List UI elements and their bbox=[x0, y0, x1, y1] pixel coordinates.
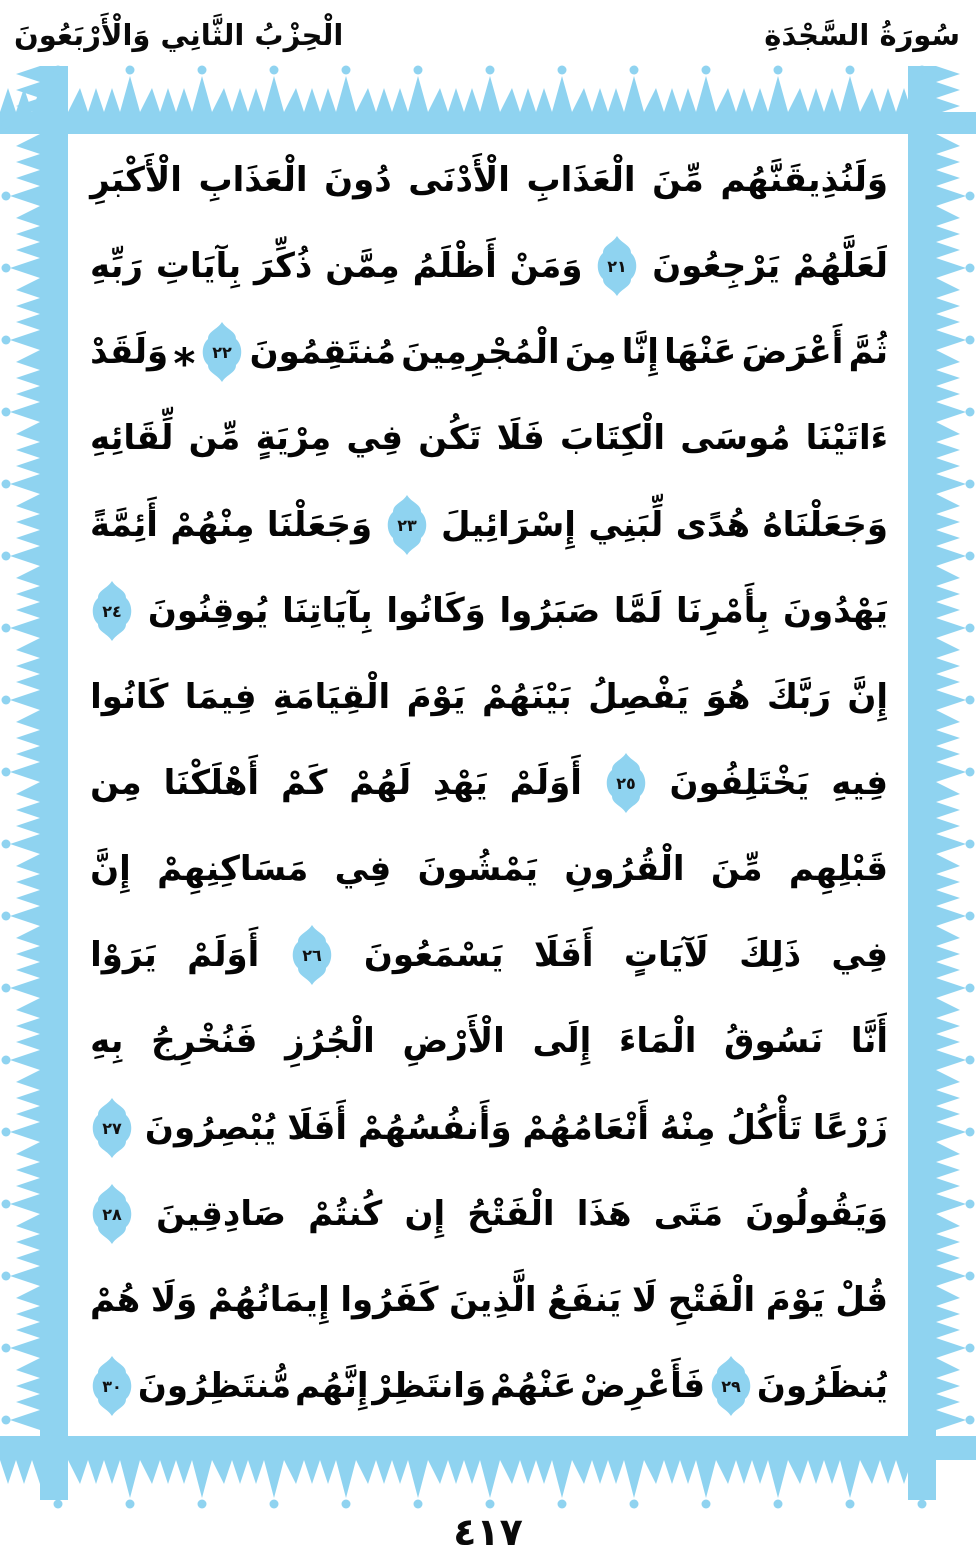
quran-word: تَكُن bbox=[418, 418, 482, 459]
quran-line bbox=[90, 310, 888, 394]
quran-word: فِي bbox=[346, 418, 404, 459]
quran-word: نَسُوقُ bbox=[724, 1021, 824, 1062]
quran-word: الْعَذَابِ bbox=[198, 160, 308, 200]
quran-word: وَجَعَلْنَاهُ bbox=[762, 504, 888, 545]
quran-word: يُوقِنُونَ bbox=[147, 590, 269, 631]
quran-word: إِن bbox=[404, 1193, 446, 1234]
quran-word: أَنَّا bbox=[850, 1021, 888, 1062]
quran-word: فِي bbox=[831, 935, 888, 976]
quran-word: الْأَدْنَى bbox=[408, 160, 510, 200]
quran-word: الْقِيَامَةِ bbox=[272, 676, 391, 717]
ayah-medallion-icon bbox=[90, 1183, 134, 1245]
header-surah-title: سُورَةُ السَّجْدَةِ bbox=[764, 18, 960, 52]
quran-word: تَأْكُلُ bbox=[726, 1107, 802, 1148]
quran-line bbox=[90, 913, 888, 997]
quran-word: إِنَّ bbox=[90, 849, 131, 890]
ayah-number: ٢٤ bbox=[102, 601, 122, 621]
quran-word: وَلَنُذِيقَنَّهُم bbox=[720, 160, 888, 200]
ayah-medallion-icon bbox=[604, 752, 648, 814]
quran-word: مِرْيَةٍ bbox=[255, 418, 332, 459]
quran-line bbox=[90, 655, 888, 739]
quran-word: وَأَنفُسُهُمْ bbox=[357, 1107, 512, 1148]
ayah-number: ٢٣ bbox=[396, 515, 417, 535]
quran-word: فِيهِ bbox=[831, 762, 888, 803]
quran-word: بِآيَاتِنَا bbox=[282, 590, 373, 631]
ayah-end-marker bbox=[90, 1355, 134, 1417]
quran-word: ذَلِكَ bbox=[739, 935, 802, 976]
quran-word: أَفَلَا bbox=[287, 1107, 347, 1148]
page-number: ٤١٧ bbox=[453, 1510, 523, 1554]
quran-word: إِيمَانُهُمْ bbox=[207, 1279, 330, 1320]
quran-word: إِسْرَائِيلَ bbox=[441, 504, 576, 545]
quran-word: يَوْمَ bbox=[765, 1279, 825, 1320]
quran-word: بِأَمْرِنَا bbox=[675, 590, 770, 631]
ayah-end-marker bbox=[385, 494, 429, 556]
quran-word: لِّبَنِي bbox=[588, 504, 664, 545]
quran-word: رَبَّكَ bbox=[766, 676, 831, 717]
quran-word: وَجَعَلْنَا bbox=[266, 504, 373, 545]
quran-word: يَمْشُونَ bbox=[417, 849, 539, 890]
quran-word: مَسَاكِنِهِمْ bbox=[157, 849, 309, 890]
quran-word: مِّنَ bbox=[710, 849, 763, 890]
quran-word: لَهُمْ bbox=[349, 762, 412, 803]
ayah-number: ٣٠ bbox=[102, 1376, 122, 1396]
ayah-medallion-icon bbox=[385, 494, 429, 556]
quran-word: مُوسَى bbox=[680, 418, 791, 459]
quran-line bbox=[90, 396, 888, 480]
quran-word: فَلَا bbox=[496, 418, 545, 459]
quran-line bbox=[90, 138, 888, 222]
ayah-medallion-icon bbox=[200, 321, 244, 383]
quran-line bbox=[90, 827, 888, 911]
ayah-medallion-icon bbox=[709, 1355, 753, 1417]
quran-word: عَنْهُمْ bbox=[489, 1365, 577, 1406]
quran-word: أَوَلَمْ bbox=[187, 935, 260, 976]
quran-word: الْجُرُزِ bbox=[285, 1021, 375, 1062]
quran-word: لَا bbox=[632, 1279, 658, 1320]
ayah-number: ٢٥ bbox=[615, 773, 636, 793]
quran-word: الْمَاءَ bbox=[618, 1021, 697, 1062]
quran-line bbox=[90, 1344, 888, 1428]
quran-word: يَرْجِعُونَ bbox=[652, 246, 781, 287]
quran-word: أَفَلَا bbox=[533, 935, 594, 976]
quran-word: يَهْدِ bbox=[432, 762, 488, 803]
quran-word: زَرْعًا bbox=[812, 1107, 888, 1148]
quran-word: هُوَ bbox=[705, 676, 751, 717]
quran-word: مِّنَ bbox=[652, 160, 704, 200]
quran-word: يَسْمَعُونَ bbox=[363, 935, 504, 976]
quran-word: هُدًى bbox=[675, 504, 751, 545]
quran-word: يَوْمَ bbox=[406, 676, 466, 717]
ayah-end-marker bbox=[90, 1183, 134, 1245]
quran-word: فِي bbox=[334, 849, 392, 890]
ayah-medallion-icon bbox=[90, 1355, 134, 1417]
quran-line bbox=[90, 224, 888, 308]
quran-word: بِآيَاتِ bbox=[155, 246, 242, 287]
quran-word: هَذَا bbox=[576, 1193, 632, 1234]
ayah-end-marker bbox=[290, 924, 334, 986]
quran-word: وَلَقَدْ bbox=[90, 332, 169, 373]
quran-word: فِيمَا bbox=[184, 676, 257, 717]
quran-word: إِنَّهُم bbox=[295, 1365, 369, 1406]
quran-word: دُونَ bbox=[324, 160, 392, 200]
quran-word: أَنْعَامُهُمْ bbox=[522, 1107, 650, 1148]
ayah-number: ٢١ bbox=[607, 257, 628, 277]
ayah-end-marker bbox=[709, 1355, 753, 1417]
quran-word: فَأَعْرِضْ bbox=[580, 1365, 706, 1406]
quran-word: الْأَرْضِ bbox=[402, 1021, 505, 1062]
quran-word: قُلْ bbox=[835, 1279, 888, 1320]
quran-word: يُنظَرُونَ bbox=[756, 1365, 888, 1406]
quran-word: كُنتُمْ bbox=[308, 1193, 383, 1234]
quran-word: مِنْهُ bbox=[659, 1107, 716, 1148]
quran-word: مِنَ bbox=[564, 332, 617, 373]
ayah-medallion-icon bbox=[290, 924, 334, 986]
quran-word: الْكِتَابَ bbox=[559, 418, 665, 459]
ayah-number: ٢٦ bbox=[301, 946, 322, 966]
quran-word: وَلَا bbox=[150, 1279, 198, 1320]
quran-word: فَنُخْرِجُ bbox=[151, 1021, 258, 1062]
quran-word: رَبِّهِ bbox=[90, 246, 144, 287]
quran-line bbox=[90, 1172, 888, 1256]
quran-word: يَفْصِلُ bbox=[588, 676, 690, 717]
quran-word: وَكَانُوا bbox=[386, 590, 486, 631]
quran-word: إِنَّ bbox=[847, 676, 888, 717]
ayah-number: ٢٧ bbox=[102, 1118, 122, 1138]
quran-word: مَتَى bbox=[653, 1193, 724, 1234]
quran-word: لَمَّا bbox=[613, 590, 663, 631]
quran-word: عَنْهَا bbox=[664, 332, 737, 373]
quran-word: يَنفَعُ bbox=[547, 1279, 622, 1320]
quran-word: صَبَرُوا bbox=[499, 590, 601, 631]
quran-word: هُمْ bbox=[90, 1279, 141, 1320]
quran-line bbox=[90, 741, 888, 825]
quran-word: مُنتَقِمُونَ bbox=[249, 332, 397, 373]
hizb-star-icon: * bbox=[173, 339, 196, 389]
quran-word: الْفَتْحِ bbox=[667, 1279, 756, 1320]
ayah-number: ٢٩ bbox=[721, 1376, 741, 1396]
ayah-end-marker bbox=[595, 235, 639, 297]
quran-word: كَفَرُوا bbox=[340, 1279, 439, 1320]
ayah-end-marker bbox=[90, 580, 134, 642]
ayah-end-marker bbox=[90, 1097, 134, 1159]
quran-word: الْقُرُونِ bbox=[564, 849, 685, 890]
quran-word: مِنْهُمْ bbox=[170, 504, 255, 545]
quran-line bbox=[90, 999, 888, 1083]
quran-text-area bbox=[90, 138, 888, 1428]
quran-line bbox=[90, 483, 888, 567]
quran-word: لِّقَائِهِ bbox=[90, 418, 174, 459]
quran-line bbox=[90, 1258, 888, 1342]
quran-word: مِن bbox=[90, 762, 142, 803]
quran-word: ءَاتَيْنَا bbox=[805, 418, 888, 459]
quran-word: الْأَكْبَرِ bbox=[90, 160, 182, 200]
ayah-end-marker bbox=[604, 752, 648, 814]
quran-word: يَخْتَلِفُونَ bbox=[669, 762, 810, 803]
quran-word: صَادِقِينَ bbox=[156, 1193, 286, 1234]
quran-word: الْفَتْحُ bbox=[467, 1193, 555, 1234]
ayah-number: ٢٢ bbox=[212, 343, 233, 363]
quran-word: لَعَلَّهُمْ bbox=[793, 246, 888, 287]
ayah-number: ٢٨ bbox=[102, 1204, 122, 1224]
quran-word: كَمْ bbox=[280, 762, 328, 803]
header-hizb-title: الْحِزْبُ الثَّانِي وَالْأَرْبَعُونَ bbox=[14, 18, 344, 52]
ayah-medallion-icon bbox=[595, 235, 639, 297]
quran-line bbox=[90, 569, 888, 653]
quran-word: مِّن bbox=[188, 418, 241, 459]
ayah-end-marker bbox=[200, 321, 244, 383]
ayah-medallion-icon bbox=[90, 1097, 134, 1159]
quran-word: ذُكِّرَ bbox=[254, 246, 313, 287]
quran-word: يُبْصِرُونَ bbox=[144, 1107, 277, 1148]
quran-word: يَهْدُونَ bbox=[782, 590, 888, 631]
quran-word: أَظْلَمُ bbox=[412, 246, 497, 287]
quran-word: مِمَّن bbox=[325, 246, 400, 287]
quran-word: بِهِ bbox=[90, 1021, 124, 1062]
quran-word: أَئِمَّةً bbox=[90, 504, 158, 545]
quran-word: يَرَوْا bbox=[90, 935, 157, 976]
quran-word: ثُمَّ bbox=[848, 332, 888, 373]
ayah-medallion-icon bbox=[90, 580, 134, 642]
quran-word: الَّذِينَ bbox=[449, 1279, 537, 1320]
quran-word: أَهْلَكْنَا bbox=[163, 762, 260, 803]
quran-word: أَعْرَضَ bbox=[741, 332, 844, 373]
quran-word: لَآيَاتٍ bbox=[623, 935, 709, 976]
quran-word: كَانُوا bbox=[90, 676, 169, 717]
quran-word: الْمُجْرِمِينَ bbox=[401, 332, 560, 373]
quran-word: وَمَنْ bbox=[509, 246, 583, 287]
quran-word: وَيَقُولُونَ bbox=[745, 1193, 888, 1234]
quran-word: قَبْلِهِم bbox=[788, 849, 888, 890]
quran-word: أَوَلَمْ bbox=[509, 762, 582, 803]
quran-word: مُّنتَظِرُونَ bbox=[137, 1365, 292, 1406]
quran-word: وَانتَظِرْ bbox=[372, 1365, 487, 1406]
quran-word: الْعَذَابِ bbox=[526, 160, 636, 200]
quran-word: إِلَى bbox=[532, 1021, 592, 1062]
quran-word: إِنَّا bbox=[621, 332, 659, 373]
quran-word: بَيْنَهُمْ bbox=[482, 676, 572, 717]
quran-line bbox=[90, 1086, 888, 1170]
